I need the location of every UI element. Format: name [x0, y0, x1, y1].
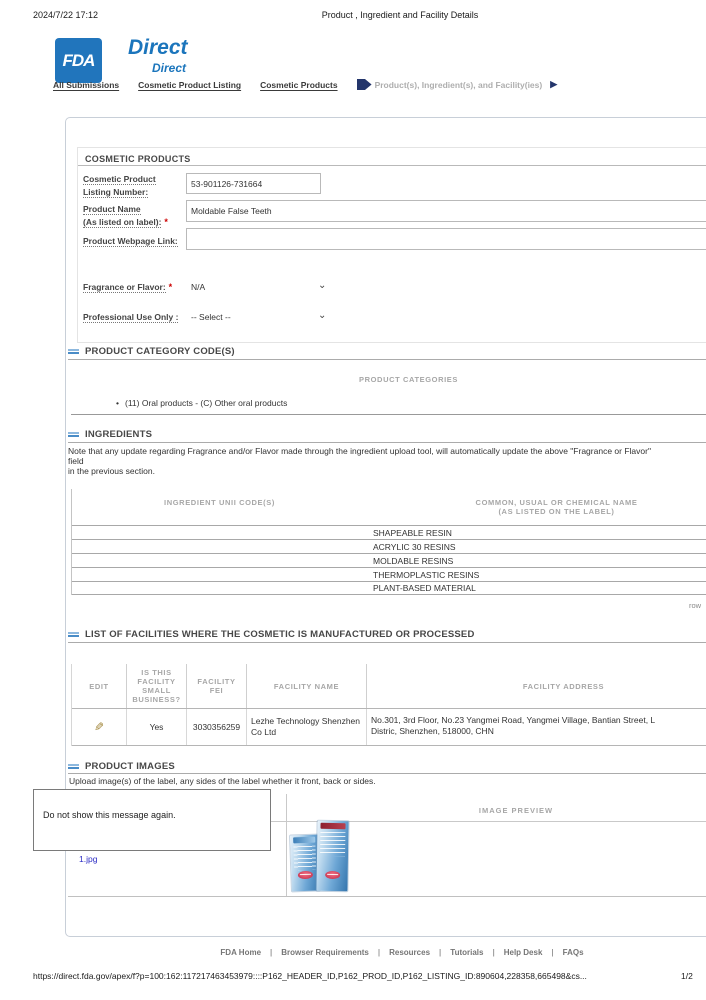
ingredients-table-header: [72, 489, 706, 525]
separator: |: [551, 948, 554, 957]
category-item: • (11) Oral products - (C) Other oral products: [116, 398, 288, 408]
section-title: LIST OF FACILITIES WHERE THE COSMETIC IS MANUFACTURED OR PROCESSED: [85, 629, 475, 640]
table-row: [72, 553, 706, 567]
chevron-down-icon[interactable]: ⌄: [318, 310, 327, 321]
listing-number-label: Cosmetic Product Listing Number:: [83, 174, 156, 197]
product-pack-left: [290, 835, 320, 892]
section-title: PRODUCT CATEGORY CODE(S): [85, 346, 235, 357]
facility-address-header: FACILITY ADDRESS: [367, 664, 706, 708]
ingredient-name-cell: PLANT-BASED MATERIAL: [373, 583, 476, 593]
table-row: [72, 567, 706, 581]
footer-link-tutorials[interactable]: Tutorials: [450, 948, 484, 957]
required-asterisk: *: [168, 282, 173, 292]
chevron-down-icon[interactable]: ⌄: [318, 280, 327, 291]
small-business-cell: Yes: [127, 709, 187, 745]
section-title: INGREDIENTS: [85, 429, 153, 440]
table-row: [72, 708, 706, 746]
collapse-icon[interactable]: [68, 764, 79, 770]
product-pack-right: [316, 821, 348, 892]
table-row: [72, 581, 706, 595]
product-image-thumbnail: [291, 821, 353, 896]
collapse-icon[interactable]: [68, 349, 79, 355]
separator: |: [439, 948, 442, 957]
footer-link-faqs[interactable]: FAQs: [562, 948, 584, 957]
popup-message: Do not show this message again.: [43, 810, 176, 820]
footer-link-resources[interactable]: Resources: [389, 948, 431, 957]
listing-number-input[interactable]: [186, 173, 321, 194]
facility-address-cell: No.301, 3rd Floor, No.23 Yangmei Road, Yangmei Village, Bantian Street, L Distric, Shenzhen, 518000, CHN: [367, 709, 706, 745]
chemical-name-header: COMMON, USUAL OR CHEMICAL NAME (AS LISTED ON THE LABEL): [475, 498, 638, 516]
lips-graphic: [325, 871, 340, 879]
section-facilities: [68, 629, 475, 640]
breadcrumb-all-submissions[interactable]: All Submissions: [53, 79, 120, 90]
ingredients-note: Note that any update regarding Fragrance and/or Flavor made through the ingredient upload tool, will automatically update the above "Fragrance or Flavor" field in the previous section.: [68, 446, 651, 476]
print-url: https://direct.fda.gov/apex/f?p=100:162:117217463453979::::P162_HEADER_ID,P162_PROD_ID,P162_LISTING_ID:890604,228358,665498&cs...: [33, 971, 587, 981]
section-ingredients: [68, 429, 152, 440]
product-name-input[interactable]: [186, 200, 706, 222]
facility-name-header: FACILITY NAME: [247, 664, 367, 708]
breadcrumb-current: Product(s), Ingredient(s), and Facility(ies): [374, 79, 543, 90]
pack-label-strip: [293, 837, 315, 844]
product-categories-header: PRODUCT CATEGORIES: [359, 375, 458, 384]
footer-nav: [0, 948, 706, 957]
ingredient-name-cell: THERMOPLASTIC RESINS: [373, 569, 480, 580]
ingredients-table: [71, 489, 706, 595]
facilities-table: [71, 664, 706, 746]
table-row: [72, 539, 706, 553]
brand-direct-sub: Direct: [152, 61, 187, 75]
collapse-icon[interactable]: [68, 632, 79, 638]
fragrance-flavor-select[interactable]: N/A: [191, 282, 206, 292]
brand-direct: Direct: [128, 36, 188, 59]
professional-use-label: Professional Use Only :: [83, 312, 179, 322]
breadcrumb-caret-icon: ▶: [550, 79, 558, 89]
pack-text-lines: [320, 832, 345, 856]
ingredients-pagination: row: [689, 601, 702, 610]
print-timestamp: 2024/7/22 17:12: [33, 10, 99, 20]
cosmetic-products-title: COSMETIC PRODUCTS: [85, 154, 191, 164]
small-business-header: IS THIS FACILITY SMALL BUSINESS?: [127, 664, 187, 708]
breadcrumb: [53, 79, 557, 90]
table-row: [72, 525, 706, 539]
image-preview-header: IMAGE PREVIEW: [478, 806, 554, 815]
pack-text-lines: [293, 846, 316, 871]
image-file-link[interactable]: 1.jpg: [79, 854, 98, 864]
required-asterisk: *: [164, 217, 168, 227]
facility-fei-header: FACILITY FEI: [187, 664, 247, 708]
separator: |: [492, 948, 495, 957]
product-name-label: Product Name (As listed on label): *: [83, 204, 168, 227]
edit-header: EDIT: [72, 664, 127, 708]
edit-icon[interactable]: ✎: [93, 720, 105, 734]
webpage-link-input[interactable]: [186, 228, 706, 250]
section-title: PRODUCT IMAGES: [85, 761, 175, 772]
facility-name-cell: Lezhe Technology Shenzhen Co Ltd: [247, 709, 367, 745]
facility-fei-cell: 3030356259: [187, 709, 247, 745]
footer-link-browser-requirements[interactable]: Browser Requirements: [281, 948, 369, 957]
images-description: Upload image(s) of the label, any sides of the label whether it front, back or sides.: [69, 776, 376, 786]
breadcrumb-arrow-icon: [357, 79, 372, 90]
webpage-link-label: Product Webpage Link:: [83, 236, 178, 246]
professional-use-select[interactable]: -- Select --: [191, 312, 231, 322]
notice-popup[interactable]: [33, 789, 271, 851]
collapse-icon[interactable]: [68, 432, 79, 438]
facilities-table-header: [72, 664, 706, 708]
section-product-images: [68, 761, 175, 772]
fda-logo: [55, 38, 102, 83]
print-title: Product , Ingredient and Facility Details: [321, 10, 479, 20]
fragrance-flavor-label: Fragrance or Flavor: *: [83, 282, 173, 292]
print-page-number: 1/2: [681, 971, 693, 981]
bullet-icon: •: [116, 398, 119, 408]
section-product-categories: [68, 346, 235, 357]
ingredient-name-cell: ACRYLIC 30 RESINS: [373, 541, 456, 552]
unii-code-header: INGREDIENT UNII CODE(S): [164, 498, 275, 507]
footer-link-help-desk[interactable]: Help Desk: [503, 948, 543, 957]
separator: |: [270, 948, 273, 957]
footer-link-fda-home[interactable]: FDA Home: [220, 948, 262, 957]
breadcrumb-cosmetic-product-listing[interactable]: Cosmetic Product Listing: [138, 79, 242, 90]
ingredient-name-cell: MOLDABLE RESINS: [373, 555, 454, 566]
pack-label-strip: [320, 823, 345, 829]
lips-graphic: [298, 871, 313, 880]
fda-logo-text: FDA: [62, 50, 95, 70]
breadcrumb-cosmetic-products[interactable]: Cosmetic Products: [260, 79, 338, 90]
ingredient-name-cell: SHAPEABLE RESIN: [373, 527, 452, 538]
separator: |: [377, 948, 381, 957]
